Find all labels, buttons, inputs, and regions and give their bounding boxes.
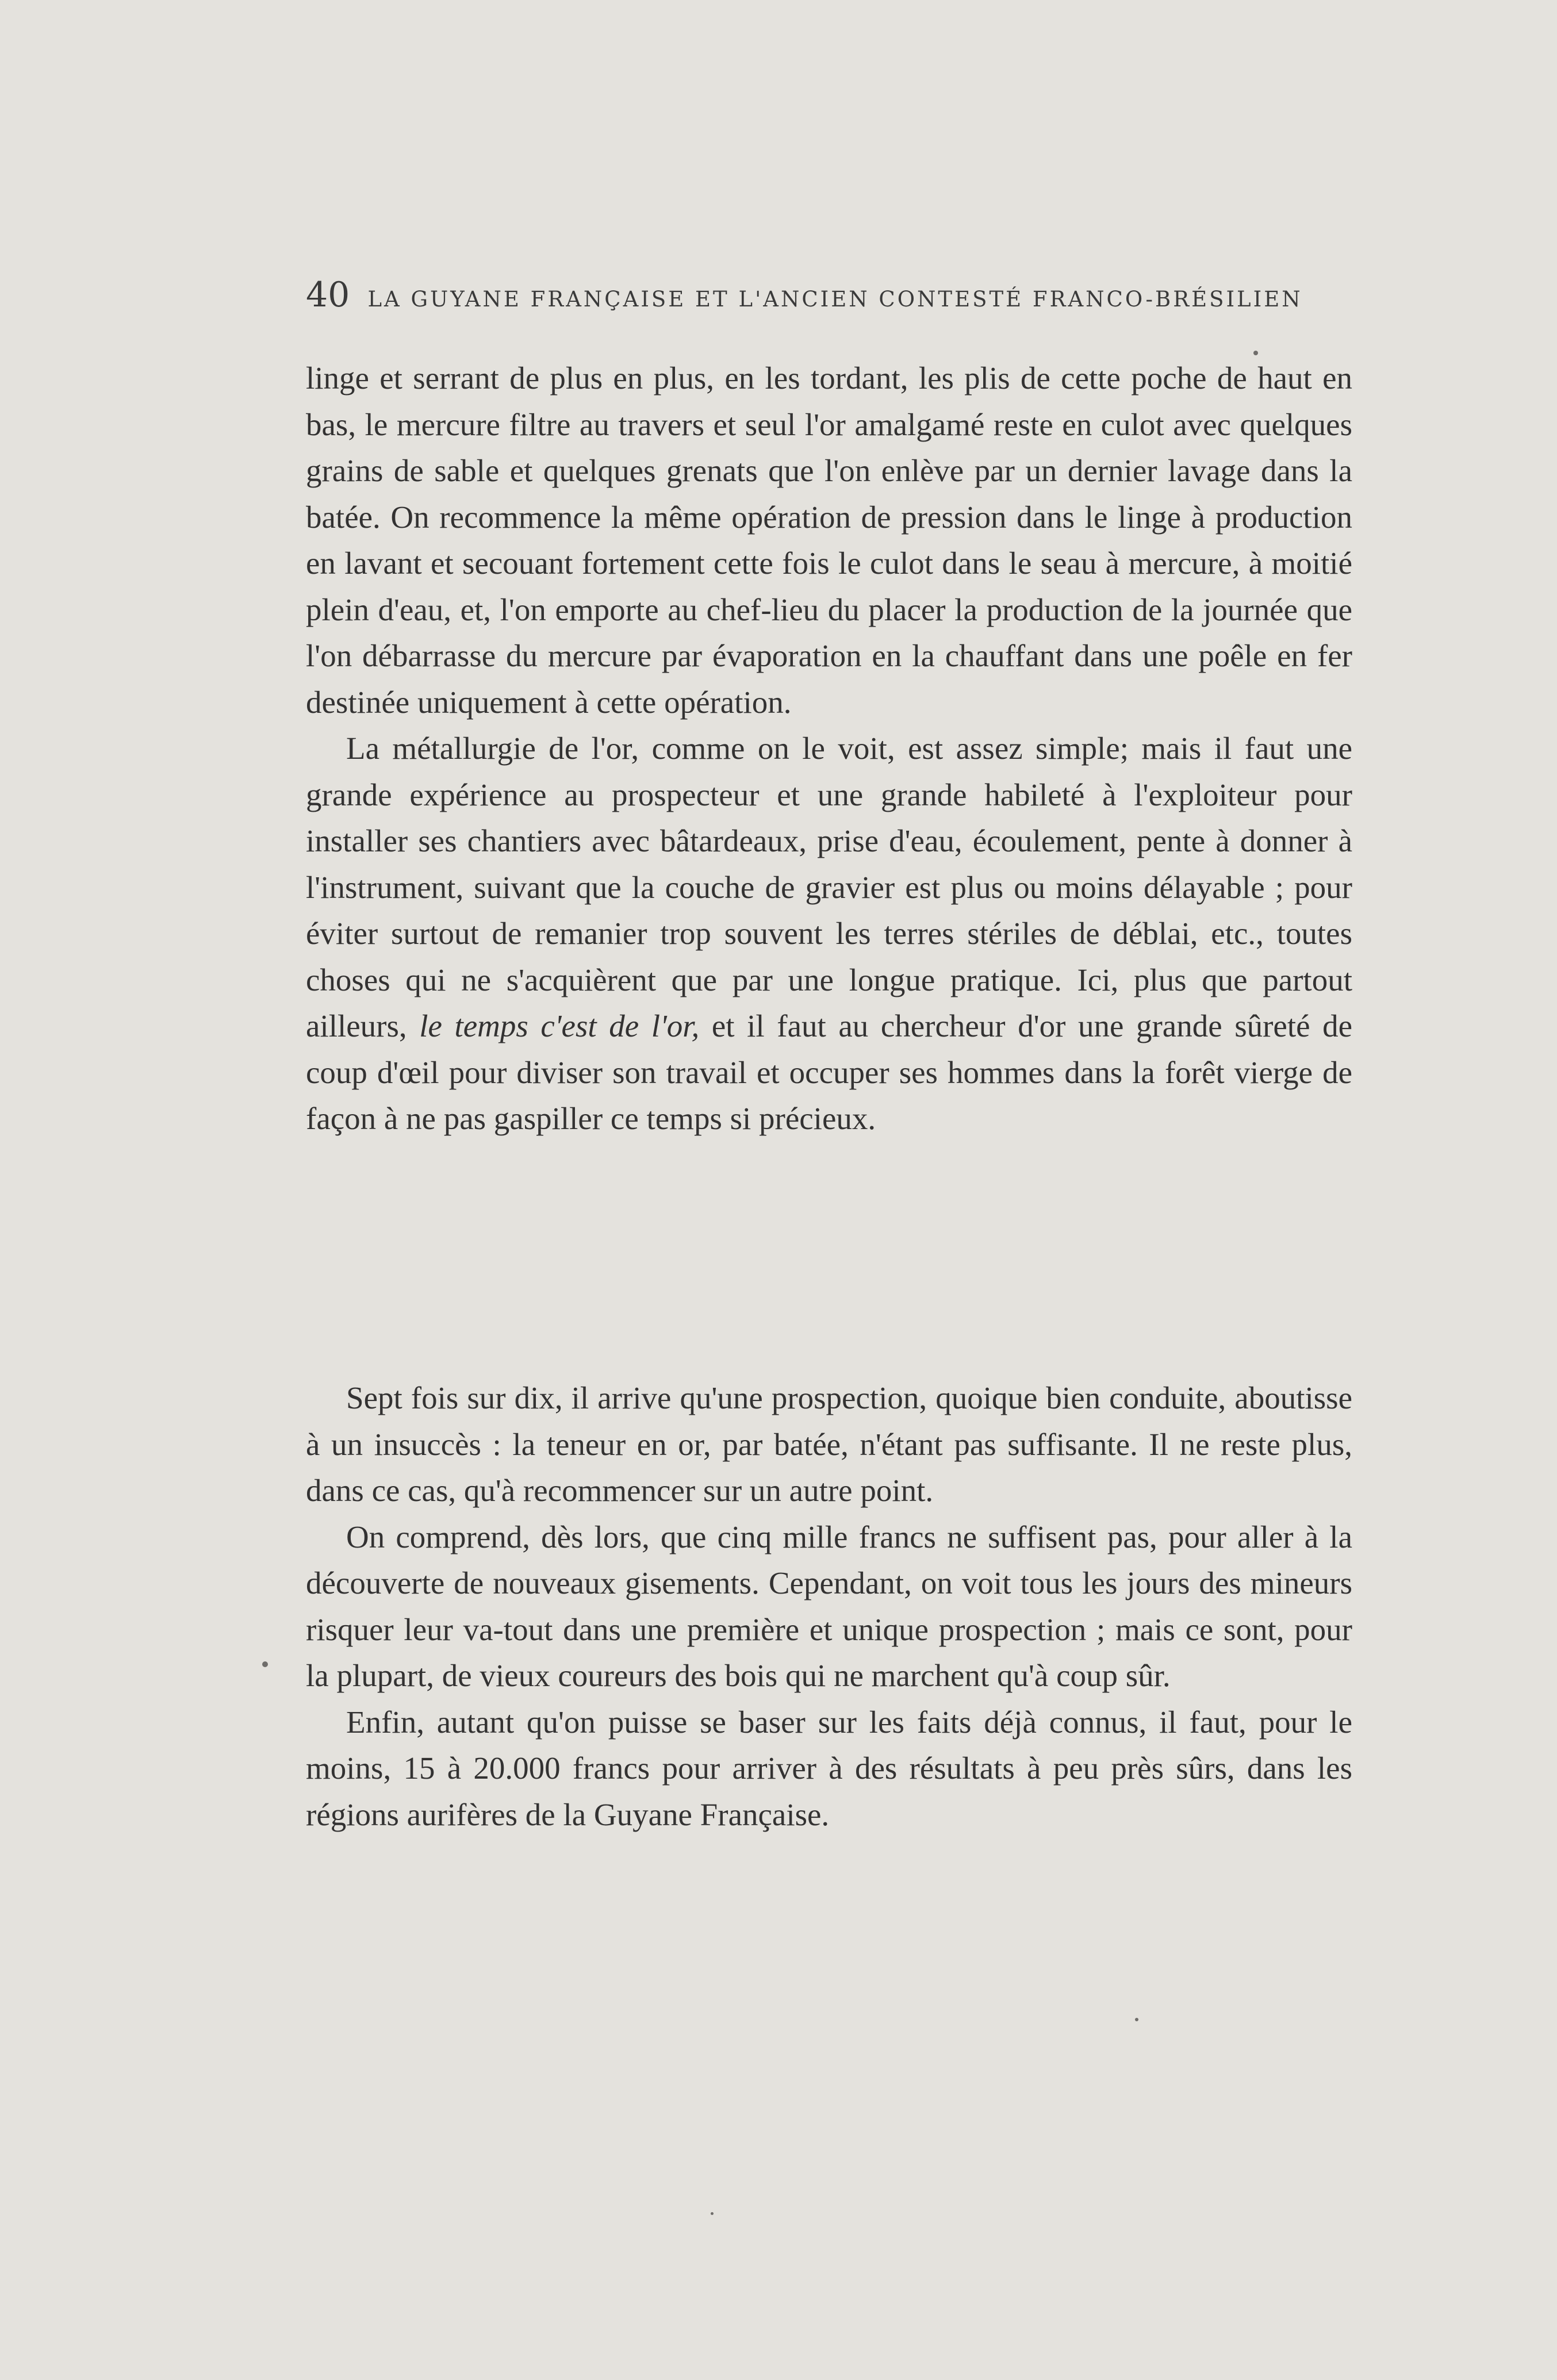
- text-block-lower: [306, 1375, 1352, 1838]
- paragraph-conclusion: Enfin, autant qu'on puisse se baser sur les faits déjà connus, il faut, pour le moins, 15 à 20.000 francs pour arriver à des résultats à peu près sûrs, dans les régions aurifères de la Guyane Française.: [306, 1704, 1352, 1832]
- text-block-upper: [306, 355, 1352, 1142]
- paragraph-text: La métallurgie de l'or, comme on le voit, est assez simple; mais il faut une grande expérience au prospecteur et une grande habileté à l'exploiteur pour installer ses chantiers avec bâtardeaux, prise d'eau, écoulement, pente à donner à l'instrument, suivant que la couche de gravier est plus ou moins délayable ; pour éviter surtout de remanier trop souvent les terres stériles de déblai, etc., toutes choses qui ne s'acquièrent que par une longue pratique. Ici, plus que partout ailleurs,: [306, 731, 1352, 1043]
- paper-speck: [1253, 351, 1258, 355]
- paragraph-metallurgy: [306, 725, 1352, 1142]
- paper-speck: [262, 1661, 268, 1667]
- page-header: [306, 275, 1303, 315]
- running-title: LA GUYANE FRANÇAISE ET L'ANCIEN CONTESTÉ FRANCO-BRÉSILIEN: [367, 287, 1303, 312]
- paragraph-continuation: linge et serrant de plus en plus, en les tordant, les plis de cette poche de haut en bas, le mercure filtre au travers et seul l'or amalgamé reste en culot avec quelques grains de sable et quelques grenats que l'on enlève par un dernier lavage dans la batée. On recommence la même opération de pression dans le linge à production en lavant et secouant fortement cette fois le culot dans le seau à mercure, à moitié plein d'eau, et, l'on emporte au chef-lieu du placer la production de la journée que l'on débarrasse du mercure par évaporation en la chauffant dans une poêle en fer destinée uniquement à cette opération.: [306, 360, 1352, 720]
- paper-speck: [711, 2212, 714, 2215]
- paper-speck: [1135, 2018, 1138, 2021]
- page-number: 40: [306, 275, 350, 315]
- paragraph-prospection: Sept fois sur dix, il arrive qu'une prospection, quoique bien conduite, aboutisse à un insuccès : la teneur en or, par batée, n'étant pas suffisante. Il ne reste plus, dans ce cas, qu'à recommencer sur un autre point.: [306, 1380, 1352, 1508]
- italic-phrase: le temps c'est de l'or,: [419, 1008, 700, 1043]
- paragraph-text: et il faut au chercheur d'or une grande sûreté de coup d'œil pour diviser son travail et occuper ses hommes dans la forêt vierge de façon à ne pas gaspiller ce temps si précieux.: [306, 1008, 1353, 1136]
- paragraph-costs: On comprend, dès lors, que cinq mille francs ne suffisent pas, pour aller à la découverte de nouveaux gisements. Cependant, on voit tous les jours des mineurs risquer leur va-tout dans une première et unique prospection ; mais ce sont, pour la plupart, de vieux coureurs des bois qui ne marchent qu'à coup sûr.: [306, 1519, 1352, 1693]
